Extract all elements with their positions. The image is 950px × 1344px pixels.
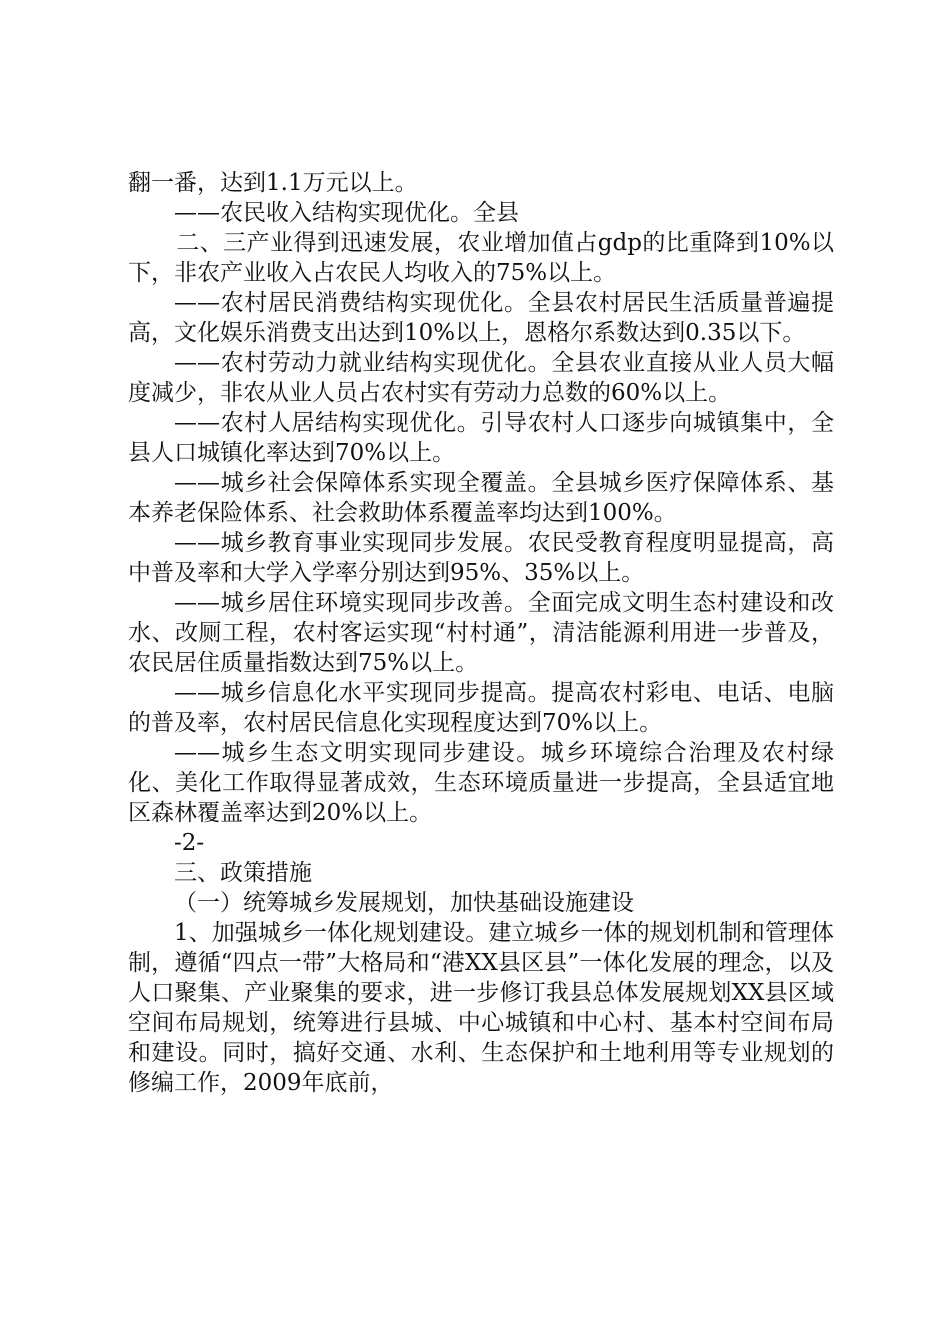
paragraph: ——城乡生态文明实现同步建设。城乡环境综合治理及农村绿化、美化工作取得显著成效，生态环境质量进一步提高，全县适宜地区森林覆盖率达到20%以上。 (128, 740, 834, 826)
paragraph: ——农村居民消费结构实现优化。全县农村居民生活质量普遍提高，文化娱乐消费支出达到10%以上，恩格尔系数达到0.35以下。 (128, 290, 834, 346)
paragraph: 1、加强城乡一体化规划建设。建立城乡一体的规划机制和管理体制，遵循“四点一带”大格局和“港XX县区县”一体化发展的理念，以及人口聚集、产业聚集的要求，进一步修订我县总体发展规划XX县区域空间布局规划，统筹进行县城、中心城镇和中心村、基本村空间布局和建设。同时，搞好交通、水利、生态保护和土地利用等专业规划的修编工作，2009年底前， (128, 920, 834, 1096)
paragraph: 翻一番，达到1.1万元以上。 (128, 170, 418, 196)
page-number: -2- (174, 830, 205, 856)
document-body (128, 168, 834, 1098)
paragraph: ——城乡居住环境实现同步改善。全面完成文明生态村建设和改水、改厕工程，农村客运实现“村村通”，清洁能源利用进一步普及，农民居住质量指数达到75%以上。 (128, 590, 834, 676)
paragraph: 二、三产业得到迅速发展，农业增加值占gdp的比重降到10%以下，非农产业收入占农民人均收入的75%以上。 (128, 230, 834, 286)
paragraph: ——城乡教育事业实现同步发展。农民受教育程度明显提高，高中普及率和大学入学率分别达到95%、35%以上。 (128, 530, 834, 586)
paragraph: ——城乡社会保障体系实现全覆盖。全县城乡医疗保障体系、基本养老保险体系、社会救助体系覆盖率均达到100%。 (128, 470, 834, 526)
paragraph: ——农民收入结构实现优化。全县 (174, 200, 519, 226)
subsection-heading: （一）统筹城乡发展规划，加快基础设施建设 (174, 890, 634, 916)
paragraph: ——农村人居结构实现优化。引导农村人口逐步向城镇集中，全县人口城镇化率达到70%以上。 (128, 410, 834, 466)
paragraph: ——城乡信息化水平实现同步提高。提高农村彩电、电话、电脑的普及率，农村居民信息化实现程度达到70%以上。 (128, 680, 834, 736)
section-heading: 三、政策措施 (174, 860, 312, 886)
paragraph: ——农村劳动力就业结构实现优化。全县农业直接从业人员大幅度减少，非农从业人员占农村实有劳动力总数的60%以上。 (128, 350, 834, 406)
